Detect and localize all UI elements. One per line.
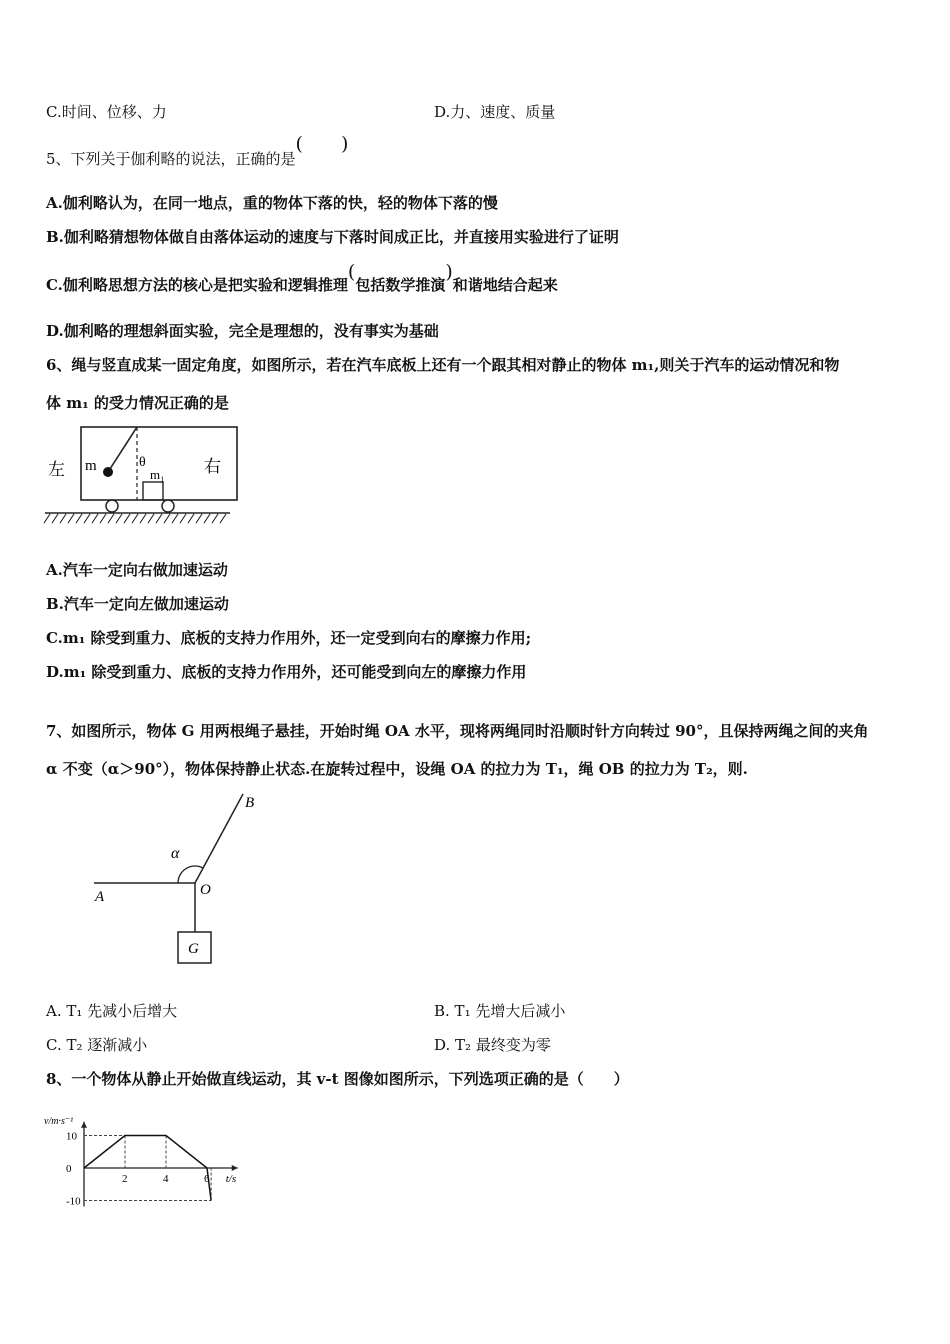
q5-option-c-paren-close: ): [445, 261, 453, 283]
q5-answer-paren-open: (: [295, 133, 303, 155]
q7-option-a: A. T₁ 先减小后增大: [46, 1002, 178, 1020]
ground-hatching: [44, 514, 226, 523]
x-tick-label: 2: [122, 1173, 128, 1185]
label-theta: θ: [139, 455, 146, 470]
q6-car-figure: [40, 420, 240, 530]
rope-OB: [195, 794, 243, 883]
hanging-ball-m: [103, 467, 113, 477]
y-tick-label: 0: [66, 1163, 72, 1175]
label-B: B: [245, 795, 255, 811]
q4-option-c: C.时间、位移、力: [46, 103, 167, 121]
q5-option-c-inner: 包括数学推演: [355, 276, 446, 294]
y-axis-label: v/m·s⁻¹: [44, 1115, 74, 1127]
q5-option-c-paren-open: (: [347, 261, 356, 283]
q4-option-d: D.力、速度、质量: [434, 103, 556, 121]
block-m1: [143, 482, 163, 500]
x-axis-arrow: [232, 1165, 238, 1171]
label-left: 左: [48, 460, 65, 479]
label-right: 右: [204, 457, 221, 476]
q5-option-c-post: 和谐地结合起来: [452, 276, 558, 294]
y-tick-label: 10: [66, 1130, 77, 1143]
q7-option-c: C. T₂ 逐渐减小: [46, 1036, 148, 1054]
q7-rope-figure: [90, 790, 270, 970]
q5-stem: [46, 133, 349, 169]
q7-stem-line2: α 不变（α＞90°），物体保持静止状态.在旋转过程中，设绳 OA 的拉力为 T₁，绳 OB 的拉力为 T₂，则.: [46, 760, 748, 778]
q8-stem: 8、一个物体从静止开始做直线运动，其 v-t 图像如图所示，下列选项正确的是（ ）: [46, 1070, 629, 1088]
q6-option-c: C.m₁ 除受到重力、底板的支持力作用外，还一定受到向右的摩擦力作用;: [46, 629, 532, 647]
rope-line: [108, 427, 137, 472]
q5-stem-text: 5、下列关于伽利略的说法，正确的是: [46, 150, 296, 168]
y-axis-arrow: [81, 1122, 87, 1128]
x-tick-label: 4: [163, 1173, 169, 1185]
q5-option-a: A.伽利略认为，在同一地点，重的物体下落的快，轻的物体下落的慢: [46, 194, 498, 212]
q5-answer-paren-close: ): [340, 133, 349, 155]
q7-stem-line1: 7、如图所示，物体 G 用两根绳子悬挂，开始时绳 OA 水平，现将两绳同时沿顺时针方向转过 90°，且保持两绳之间的夹角: [46, 722, 869, 740]
q6-option-d: D.m₁ 除受到重力、底板的支持力作用外，还可能受到向左的摩擦力作用: [46, 663, 527, 681]
x-tick-label: 6: [204, 1173, 210, 1185]
q6-option-a: A.汽车一定向右做加速运动: [46, 561, 228, 579]
x-axis-label: t/s: [225, 1173, 237, 1185]
q5-option-c: [46, 261, 558, 295]
wheel-right: [162, 500, 174, 512]
y-tick-label: -10: [66, 1195, 81, 1208]
q7-option-b: B. T₁ 先增大后减小: [434, 1002, 566, 1020]
q6-option-b: B.汽车一定向左做加速运动: [46, 595, 229, 613]
q6-stem-line2: 体 m₁ 的受力情况正确的是: [46, 394, 229, 412]
label-A: A: [95, 889, 105, 905]
label-O: O: [200, 882, 211, 898]
q5-option-d: D.伽利略的理想斜面实验，完全是理想的，没有事实为基础: [46, 322, 439, 340]
q5-option-c-pre: C.伽利略思想方法的核心是把实验和逻辑推理: [46, 276, 348, 294]
label-alpha: α: [171, 845, 180, 862]
q5-option-b: B.伽利略猜想物体做自由落体运动的速度与下落时间成正比，并直接用实验进行了证明: [46, 228, 619, 246]
label-G: G: [188, 941, 199, 957]
label-m: m: [85, 458, 97, 474]
q8-vt-chart: [40, 1095, 260, 1215]
q7-option-d: D. T₂ 最终变为零: [434, 1036, 551, 1054]
label-m1: m₁: [150, 467, 165, 482]
wheel-left: [106, 500, 118, 512]
q6-stem-line1: 6、绳与竖直成某一固定角度，如图所示，若在汽车底板上还有一个跟其相对静止的物体 m₁,则关于汽车的运动情况和物: [46, 356, 840, 374]
